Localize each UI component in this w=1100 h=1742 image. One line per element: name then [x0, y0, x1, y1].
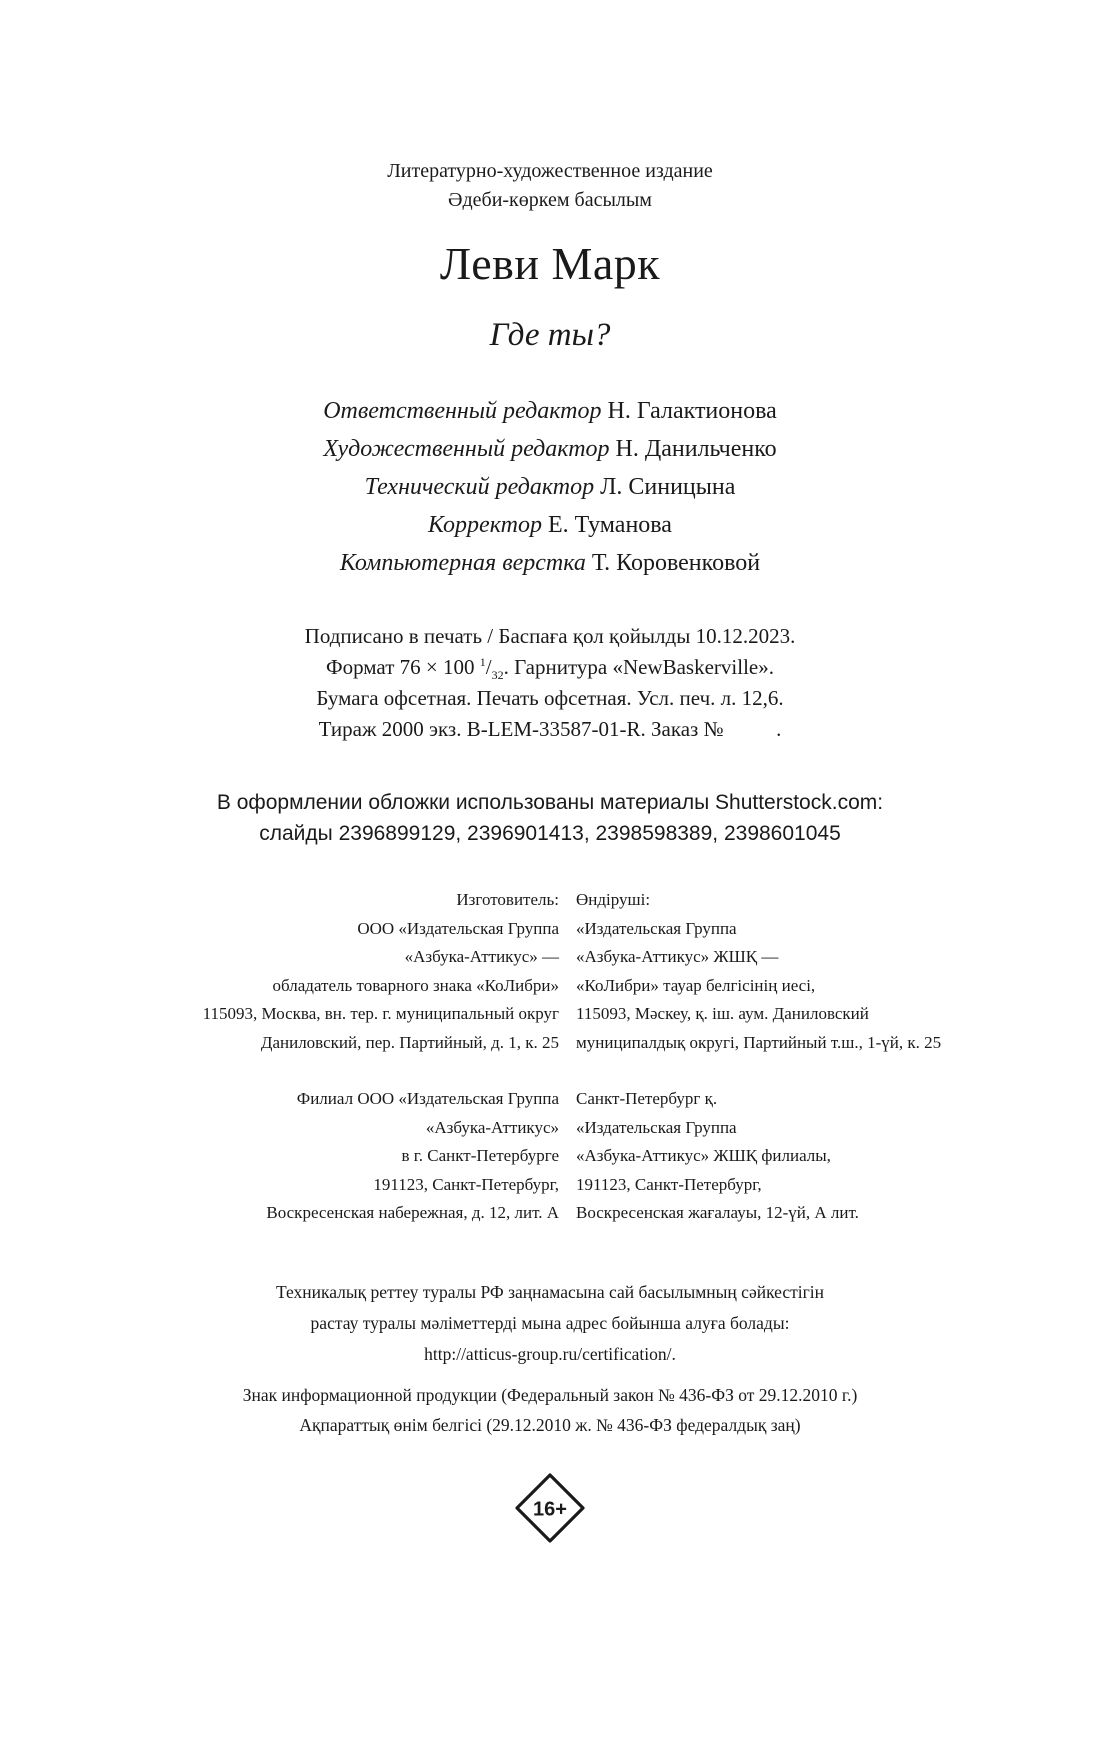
- credit-role: Технический редактор: [364, 474, 595, 500]
- manufacturer-ru: [203, 886, 559, 1057]
- branch-ru: [266, 1085, 559, 1228]
- credit-line: [0, 392, 1100, 430]
- branch-kz: [576, 1085, 859, 1228]
- branch-kz-line: «Издательская Группа: [576, 1117, 737, 1137]
- age-rating-badge: [514, 1472, 586, 1544]
- manufacturer-kz-line: «Азбука-Аттикус» ЖШҚ —: [576, 947, 779, 966]
- credit-line: [0, 468, 1100, 506]
- certification-line: Техникалық реттеу туралы РФ заңнамасына сай басылымның сәйкестігін: [275, 1282, 825, 1302]
- credit-person: Т. Коровенковой: [591, 550, 761, 576]
- certification-line: растау туралы мәліметтерді мына адрес бойынша алуға болады:: [310, 1313, 790, 1333]
- print-run-line: Тираж 2000 экз. B-LEM-33587-01-R. Заказ № .: [318, 717, 782, 741]
- book-title: Где ты?: [489, 317, 611, 353]
- credit-person: Л. Синицына: [600, 474, 736, 500]
- manufacturer-kz-line: «Издательская Группа: [576, 918, 737, 938]
- branch-ru-line: в г. Санкт-Петербурге: [401, 1146, 559, 1165]
- credit-line: [0, 430, 1100, 468]
- paper-line: Бумага офсетная. Печать офсетная. Усл. печ. л. 12,6.: [316, 686, 784, 710]
- manufacturer-ru-line: ООО «Издательская Группа: [357, 918, 559, 938]
- certification-url[interactable]: http://atticus-group.ru/certification/.: [424, 1344, 676, 1364]
- edition-type-kz: Әдеби-көркем басылым: [448, 189, 652, 211]
- credit-role: Художественный редактор: [323, 436, 610, 462]
- format-line: Формат 76 × 100 $^1/_{32}$. Гарнитура «NewBaskerville».: [326, 655, 774, 683]
- edition-type: [0, 157, 1100, 215]
- info-mark-ru: Знак информационной продукции (Федеральный закон № 436-ФЗ от 29.12.2010 г.): [242, 1385, 858, 1405]
- branch-kz-line: Воскресенская жағалауы, 12-үй, А лит.: [576, 1203, 859, 1222]
- manufacturer-ru-line: 115093, Москва, вн. тер. г. муниципальный округ: [202, 1004, 559, 1023]
- credit-line: [0, 544, 1100, 582]
- credit-role: Корректор: [428, 512, 542, 538]
- manufacturer-kz: [576, 886, 941, 1057]
- info-mark-kz: Ақпараттық өнім белгісі (29.12.2010 ж. № 436-ФЗ федералдық заң): [299, 1415, 801, 1435]
- branch-ru-line: 191123, Санкт-Петербург,: [373, 1174, 559, 1194]
- branch-kz-line: 191123, Санкт-Петербург,: [576, 1174, 762, 1194]
- certification-note: [0, 1277, 1100, 1370]
- branch-kz-line: Санкт-Петербург қ.: [576, 1089, 718, 1108]
- age-rating-label: 16+: [533, 1498, 567, 1521]
- manufacturer-ru-line: обладатель товарного знака «КоЛибри»: [272, 975, 559, 995]
- format-fraction-bottom: 32: [491, 668, 504, 683]
- credits-list: [0, 392, 1100, 582]
- manufacturer-kz-line: «КоЛибри» тауар белгісінің иесі,: [576, 975, 816, 995]
- shutterstock-line-1: В оформлении обложки использованы материалы Shutterstock.com:: [216, 791, 884, 814]
- manufacturer-kz-line: Өндіруші:: [576, 890, 651, 909]
- manufacturer-ru-line: «Азбука-Аттикус» —: [404, 947, 559, 966]
- edition-type-ru: Литературно-художественное издание: [387, 160, 713, 182]
- info-product-mark: [0, 1380, 1100, 1440]
- shutterstock-credit: [0, 787, 1100, 849]
- format-fraction-top: 1: [479, 655, 486, 669]
- manufacturer-kz-line: 115093, Мәскеу, қ. іш. аум. Даниловский: [576, 1004, 869, 1023]
- author-name: Леви Марк: [439, 238, 661, 289]
- branch-ru-line: Воскресенская набережная, д. 12, лит. А: [266, 1203, 559, 1222]
- credit-person: Н. Галактионова: [607, 398, 777, 424]
- manufacturer-ru-line: Даниловский, пер. Партийный, д. 1, к. 25: [260, 1032, 559, 1052]
- signed-to-print: Подписано в печать / Баспаға қол қойылды 10.12.2023.: [304, 624, 796, 648]
- branch-ru-line: «Азбука-Аттикус»: [425, 1117, 559, 1137]
- credit-person: Н. Данильченко: [615, 436, 777, 462]
- credit-line: [0, 506, 1100, 544]
- shutterstock-line-2: слайды 2396899129, 2396901413, 2398598389, 2398601045: [259, 822, 841, 845]
- manufacturer-kz-line: муниципалдық округі, Партийный т.ш., 1-үй, к. 25: [576, 1032, 942, 1052]
- format-prefix: Формат 76 × 100: [326, 655, 480, 679]
- credit-role: Ответственный редактор: [323, 398, 602, 424]
- manufacturer-ru-line: Изготовитель:: [456, 890, 559, 909]
- branch-ru-line: Филиал ООО «Издательская Группа: [296, 1089, 559, 1108]
- credit-role: Компьютерная верстка: [339, 550, 586, 576]
- printing-info: [0, 621, 1100, 745]
- branch-kz-line: «Азбука-Аттикус» ЖШҚ филиалы,: [576, 1146, 831, 1165]
- credit-person: Е. Туманова: [547, 512, 672, 538]
- format-suffix: . Гарнитура «NewBaskerville».: [503, 655, 774, 679]
